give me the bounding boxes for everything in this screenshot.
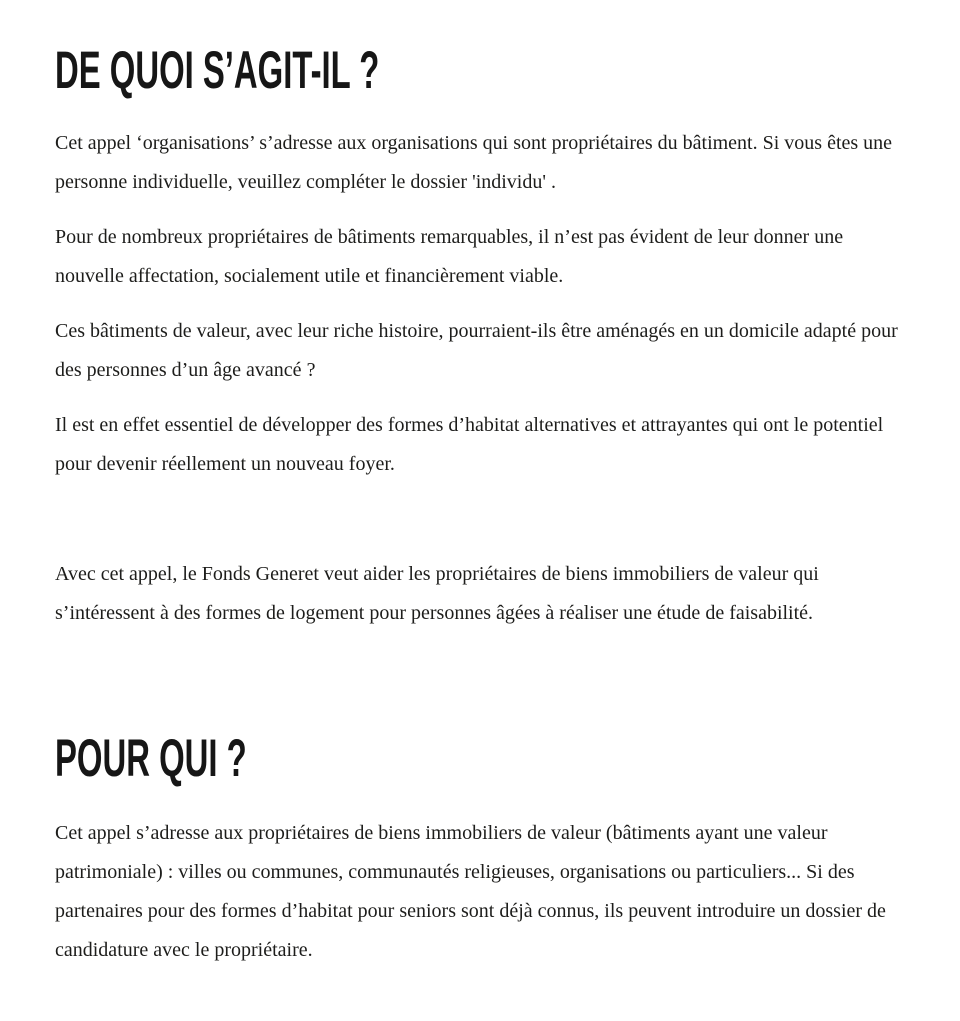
section-heading-de-quoi-sagit-il: DE QUOI S’AGIT-IL ? bbox=[55, 41, 380, 100]
paragraph-batiments-de-valeur: Ces bâtiments de valeur, avec leur riche histoire, pourraient-ils être aménagés en un domicile adapté pour des personnes d’un âge avancé ? bbox=[55, 320, 898, 381]
section-body bbox=[55, 124, 910, 633]
paragraph-habitat-alternatives: Il est en effet essentiel de développer des formes d’habitat alternatives et attrayantes qui ont le potentiel pour devenir réellement un nouveau foyer. bbox=[55, 414, 884, 475]
page-content bbox=[0, 40, 960, 1006]
paragraph-pour-qui-detail: Cet appel s’adresse aux propriétaires de biens immobiliers de valeur (bâtiments ayant une valeur patrimoniale) : villes ou communes, communautés religieuses, organisations ou particuliers... Si des partenaires pour des formes d’habitat pour seniors sont déjà connus, ils peuvent introduire un dossier de candidature avec le propriétaire. bbox=[55, 822, 886, 961]
paragraph-intro-organisations: Cet appel ‘organisations’ s’adresse aux organisations qui sont propriétaires du bâtiment. Si vous êtes une personne individuelle, veuillez compléter le dossier 'individu' . bbox=[55, 132, 893, 193]
section-body bbox=[55, 814, 910, 970]
paragraph-proprietaires-remarquables: Pour de nombreux propriétaires de bâtiments remarquables, il n’est pas évident de leur donner une nouvelle affectation, socialement utile et financièrement viable. bbox=[55, 226, 844, 287]
blank-line-spacer bbox=[55, 500, 910, 539]
paragraph-fonds-generet: Avec cet appel, le Fonds Generet veut aider les propriétaires de biens immobiliers de valeur qui s’intéressent à des formes de logement pour personnes âgées à réaliser une étude de faisabilité. bbox=[55, 563, 819, 624]
section-de-quoi-sagit-il bbox=[55, 40, 910, 633]
section-heading-pour-qui: POUR QUI ? bbox=[55, 729, 247, 788]
section-pour-qui bbox=[55, 728, 910, 970]
